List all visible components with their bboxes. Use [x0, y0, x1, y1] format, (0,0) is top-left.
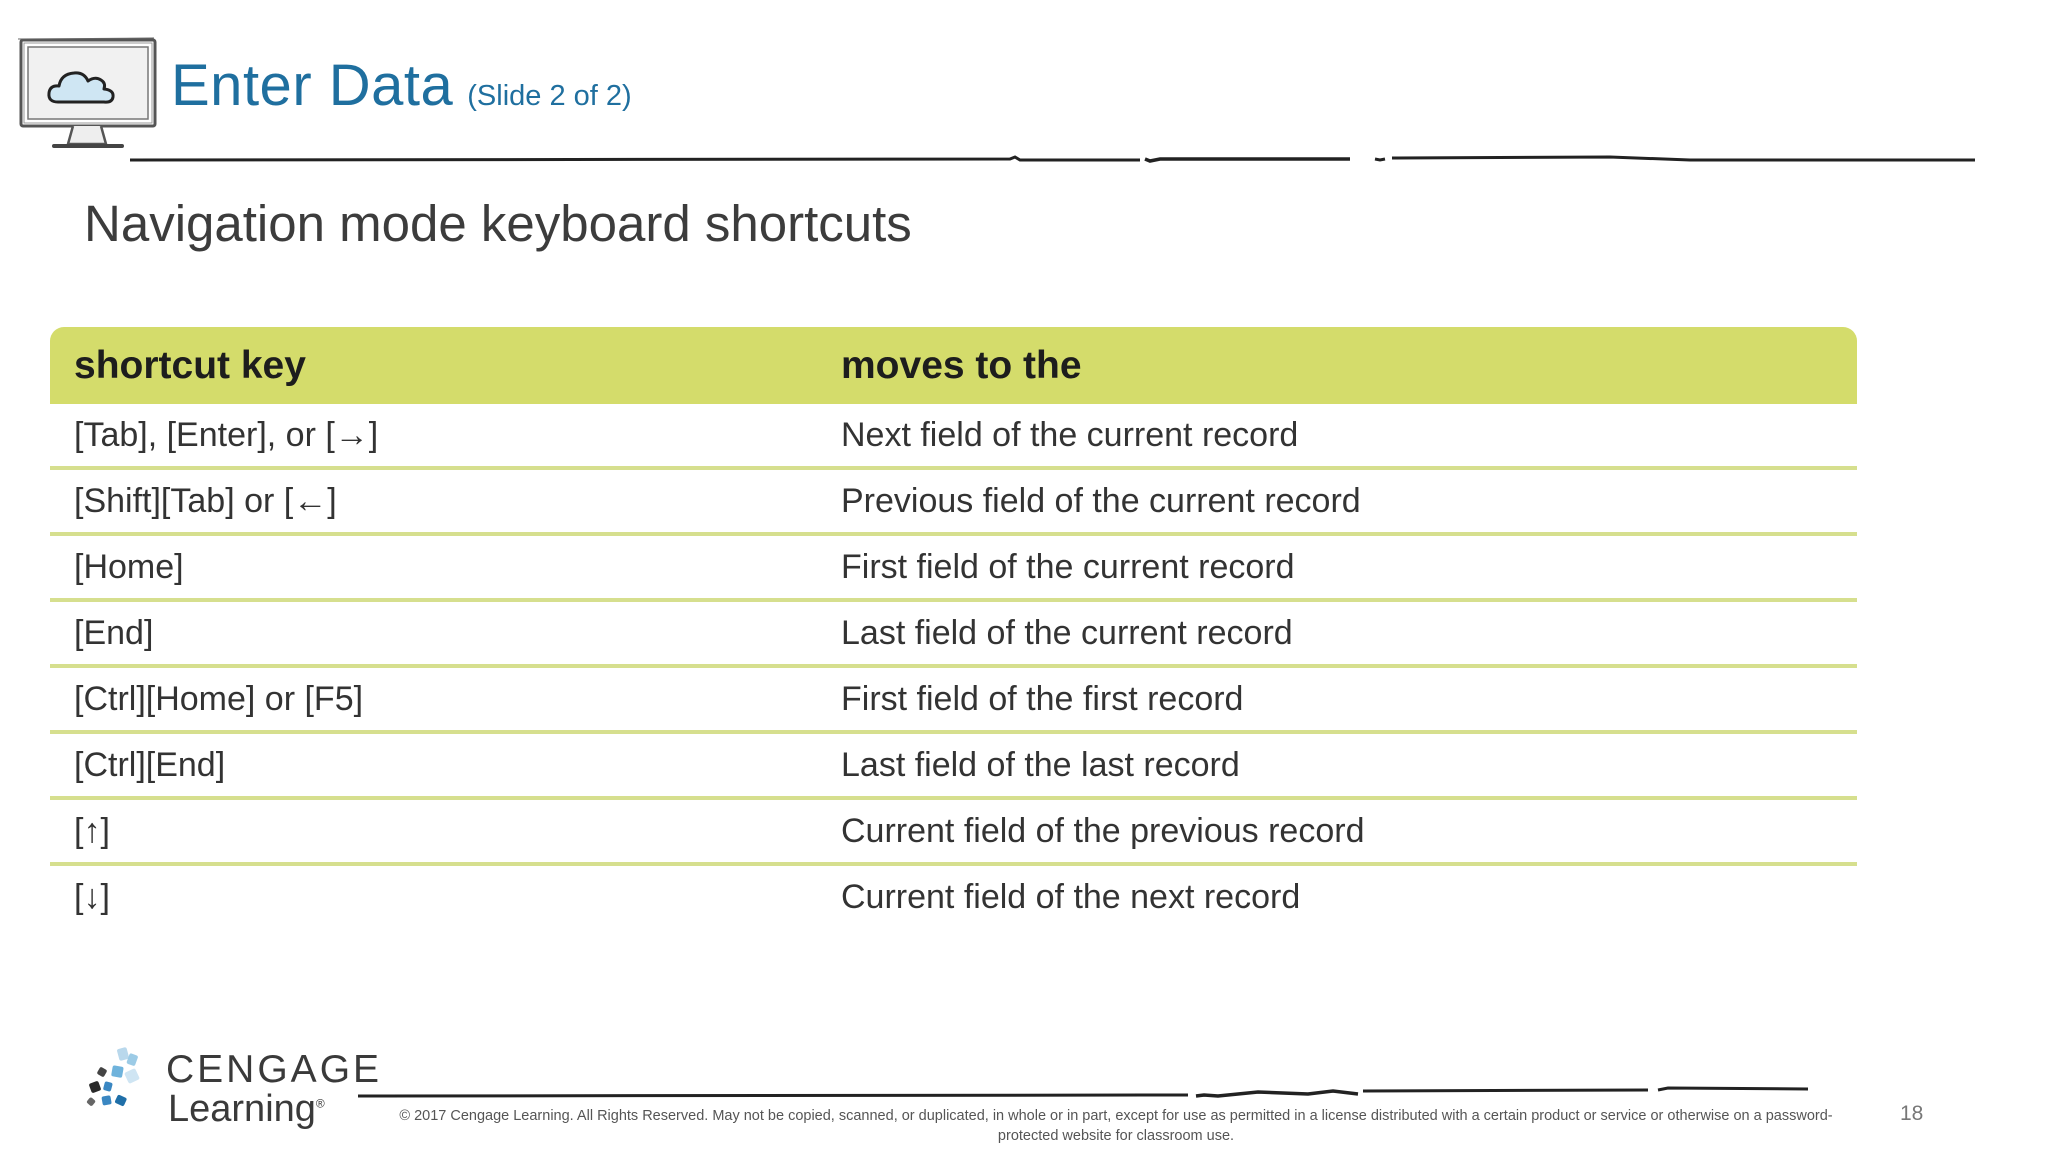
shortcut-table [50, 327, 1857, 928]
title-text: Enter Data [171, 53, 454, 118]
cell-shortcut-key: [Shift][Tab] or [←] [50, 468, 817, 534]
cell-shortcut-key: [↓] [74, 877, 110, 916]
column-header-moves-to: moves to the [817, 327, 1857, 404]
logo-wordmark-cengage: CENGAGE [166, 1048, 383, 1091]
header-divider [130, 152, 1975, 166]
table-row [50, 732, 1857, 798]
title-slide-indicator: (Slide 2 of 2) [467, 80, 632, 112]
column-header-shortcut-key: shortcut key [50, 327, 817, 404]
cell-action: Current field of the next record [841, 877, 1301, 916]
section-heading: Navigation mode keyboard shortcuts [84, 195, 912, 252]
logo-wordmark-learning [168, 1088, 325, 1131]
table-row [50, 404, 1857, 468]
logo-trademark: ® [315, 1096, 325, 1111]
table-row [50, 468, 1857, 534]
cell-action: First field of the first record [817, 666, 1857, 732]
table-row [50, 666, 1857, 732]
cell-action: Next field of the current record [817, 404, 1857, 468]
cengage-logo [82, 1042, 383, 1134]
copyright-notice: © 2017 Cengage Learning. All Rights Reserved. May not be copied, scanned, or duplicated, in whole or in part, except for use as permitted in a license distributed with a certain product or service or otherwise on a password-protected website for classroom use. [399, 1108, 1833, 1144]
cell-shortcut-key: [Home] [50, 534, 817, 600]
cell-shortcut-key: [Ctrl][Home] or [F5] [50, 666, 817, 732]
cell-action: Previous field of the current record [817, 468, 1857, 534]
cell-action: Last field of the current record [817, 600, 1857, 666]
cell-action: Current field of the previous record [817, 798, 1857, 864]
table-row [50, 600, 1857, 666]
page-title [171, 52, 632, 119]
cloud-monitor-icon [18, 36, 168, 156]
cengage-logo-mark-icon [82, 1042, 162, 1134]
table-header-row [50, 327, 1857, 404]
logo-wordmark-learning-text: Learning [168, 1088, 316, 1130]
cell-action: Last field of the last record [817, 732, 1857, 798]
table-row [50, 864, 1857, 928]
cell-shortcut-key: [Tab], [Enter], or [→] [50, 404, 817, 468]
table-row [50, 798, 1857, 864]
cell-action: First field of the current record [817, 534, 1857, 600]
table-row [50, 534, 1857, 600]
page-number: 18 [1900, 1102, 1924, 1125]
footer-divider [358, 1084, 1808, 1100]
cell-shortcut-key: [Ctrl][End] [50, 732, 817, 798]
cell-shortcut-key: [↑] [50, 798, 817, 864]
cell-shortcut-key: [End] [50, 600, 817, 666]
